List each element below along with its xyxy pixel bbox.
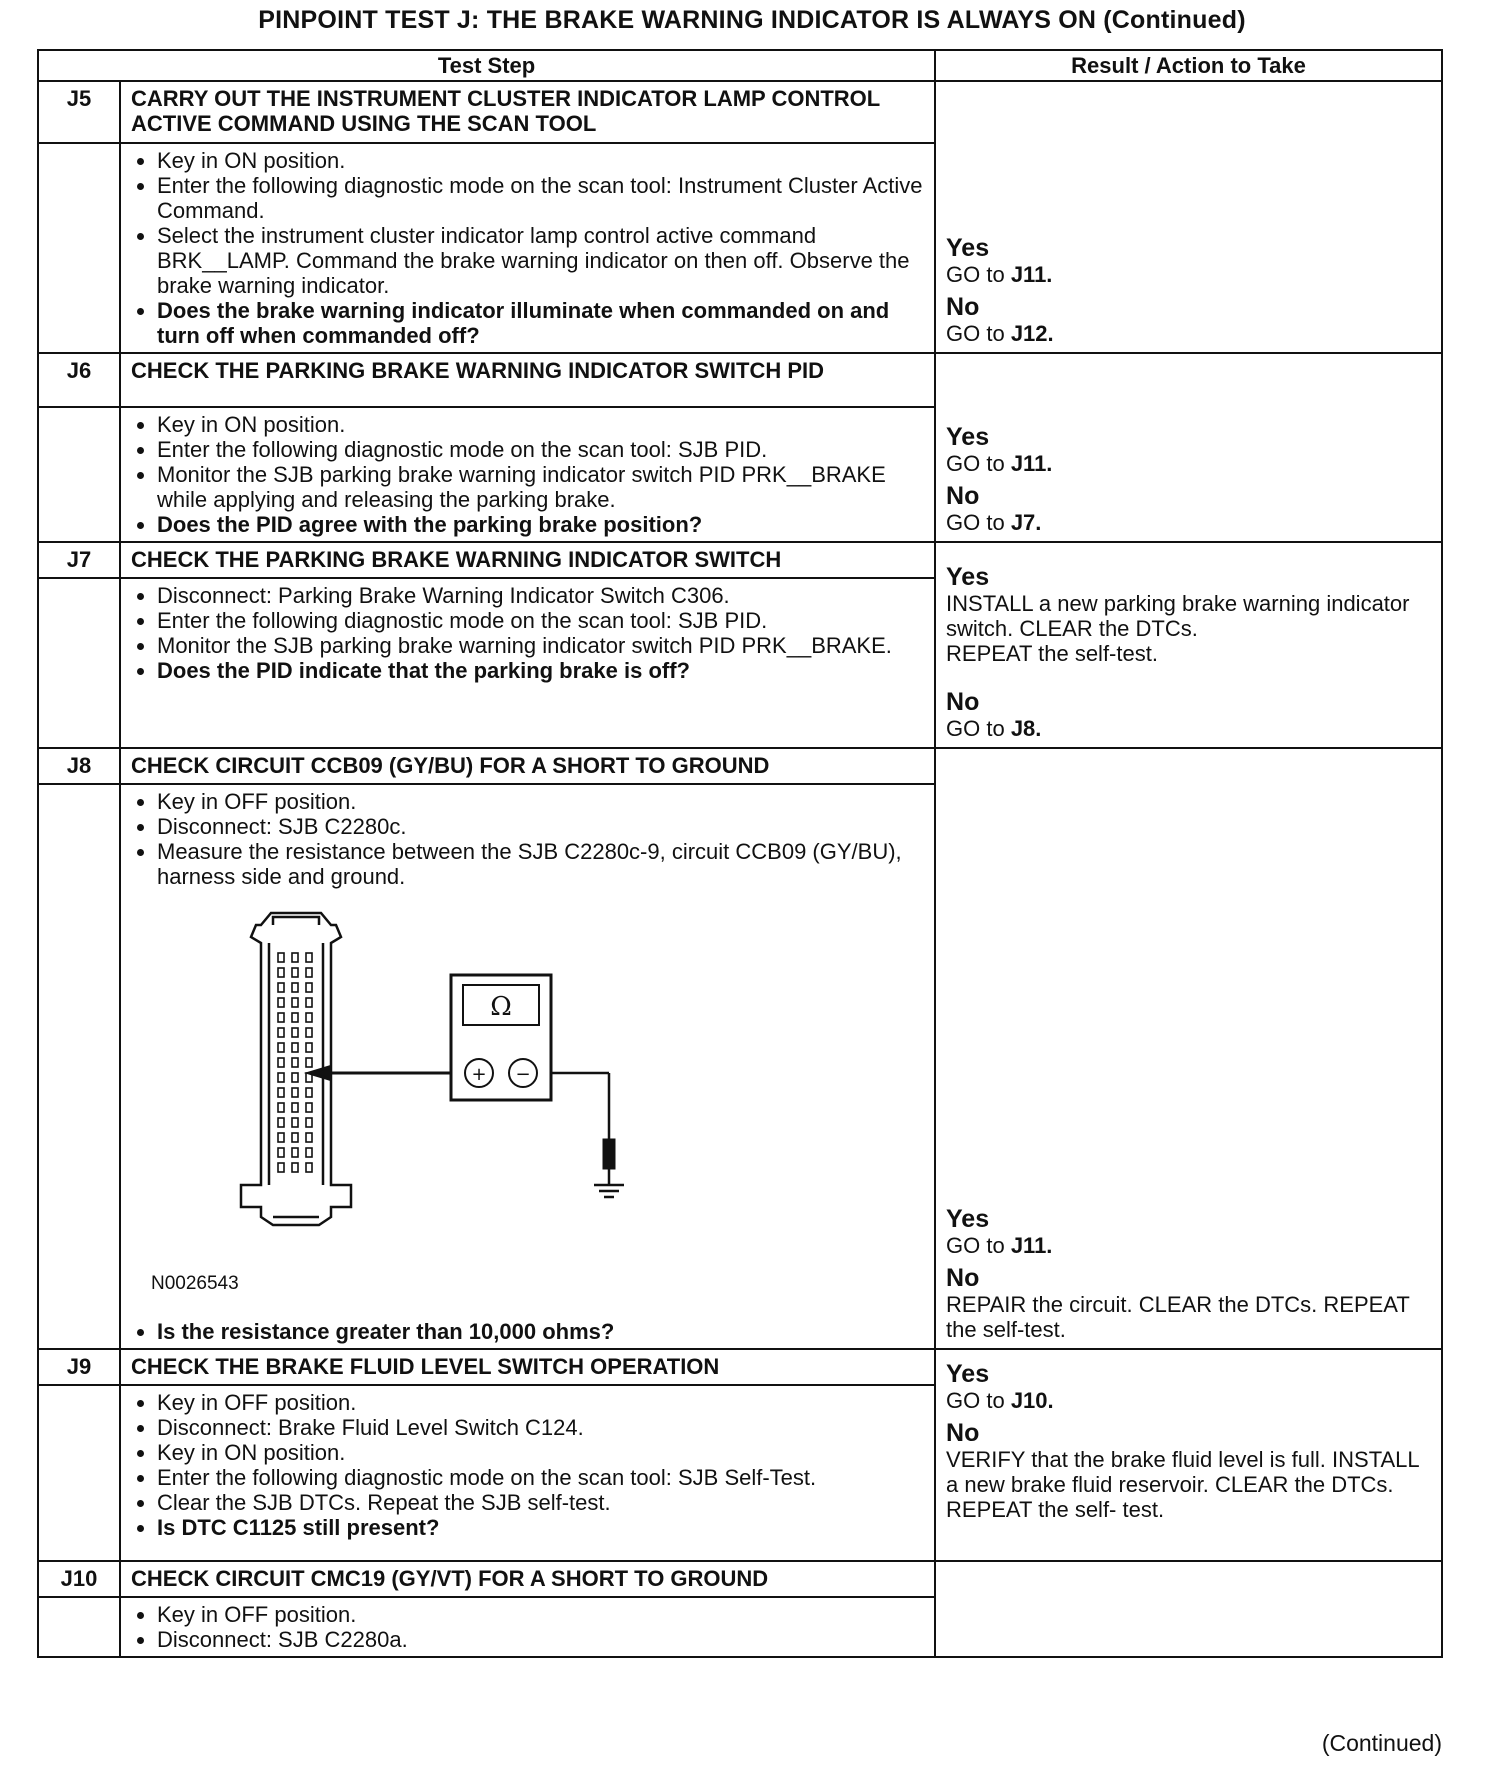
step-question: • Does the brake warning indicator illuminate when commanded on and turn off when commanded off?	[157, 298, 924, 348]
connector-pin-cavity	[278, 1103, 284, 1112]
step-heading: CHECK THE PARKING BRAKE WARNING INDICATOR SWITCH PID	[120, 353, 935, 407]
list-item: • Enter the following diagnostic mode on the scan tool: SJB Self-Test.	[157, 1465, 924, 1490]
connector-pin-cavity	[306, 1058, 312, 1067]
step-id: J8	[38, 748, 120, 784]
list-item: • Disconnect: Parking Brake Warning Indicator Switch C306.	[157, 583, 924, 608]
no-step-ref: J12.	[1010, 321, 1054, 346]
step-heading: CHECK CIRCUIT CCB09 (GY/BU) FOR A SHORT TO GROUND	[120, 748, 935, 784]
list-item: • Monitor the SJB parking brake warning indicator switch PID PRK__BRAKE while applying and releasing the parking brake.	[157, 462, 924, 512]
connector-pin-cavity	[292, 998, 298, 1007]
connector-pin-cavity	[306, 1118, 312, 1127]
table-header-row	[38, 50, 1442, 81]
connector-pin-cavity	[306, 1043, 312, 1052]
connector-pin-cavity	[278, 1148, 284, 1157]
connector-pin-cavity	[306, 998, 312, 1007]
yes-label: Yes	[946, 1360, 990, 1388]
step-heading: CARRY OUT THE INSTRUMENT CLUSTER INDICATOR LAMP CONTROL ACTIVE COMMAND USING THE SCAN TOOL	[120, 81, 935, 143]
yes-result	[946, 234, 1431, 287]
no-label: No	[946, 293, 980, 321]
column-header-test-step: Test Step	[38, 50, 935, 81]
list-item: • Select the instrument cluster indicator lamp control active command BRK__LAMP. Command the brake warning indicator on then off. Observe the brake warning indicator.	[157, 223, 924, 298]
no-result	[946, 1264, 1431, 1342]
no-action: VERIFY that the brake fluid level is full. INSTALL a new brake fluid reservoir. CLEAR the DTCs. REPEAT the self- test.	[946, 1447, 1419, 1522]
list-item: • Enter the following diagnostic mode on the scan tool: SJB PID.	[157, 608, 924, 633]
connector-pin-cavity	[292, 968, 298, 977]
connector-pin-cavity	[278, 1073, 284, 1082]
connector-pin-cavity	[278, 953, 284, 962]
connector-pin-cavity	[278, 1028, 284, 1037]
list-item: • Measure the resistance between the SJB C2280c-9, circuit CCB09 (GY/BU), harness side and ground.	[157, 839, 924, 889]
connector-pin-cavity	[278, 1013, 284, 1022]
result-cell	[935, 748, 1442, 1349]
list-item: • Key in OFF position.	[157, 789, 924, 814]
list-item: • Disconnect: SJB C2280c.	[157, 814, 924, 839]
connector-pin-cavity	[306, 968, 312, 977]
connector-pin-cavity	[306, 1163, 312, 1172]
connector-pin-cavity	[292, 1148, 298, 1157]
step-bullets	[131, 789, 924, 889]
result-cell	[935, 81, 1442, 353]
list-item: • Disconnect: SJB C2280a.	[157, 1627, 924, 1652]
connector-pin-cavity	[292, 983, 298, 992]
yes-label: Yes	[946, 423, 990, 451]
no-action: GO to	[946, 510, 1011, 535]
page-title: PINPOINT TEST J: THE BRAKE WARNING INDICATOR IS ALWAYS ON (Continued)	[258, 6, 1246, 34]
connector-pin-cavity	[278, 998, 284, 1007]
yes-label: Yes	[946, 563, 990, 591]
connector-pin-cavity	[278, 1118, 284, 1127]
connector-pin-cavity	[278, 1133, 284, 1142]
ohm-symbol: Ω	[490, 992, 512, 1022]
no-label: No	[946, 688, 980, 716]
step-header-row	[38, 81, 1442, 143]
no-action: REPAIR the circuit. CLEAR the DTCs. REPEAT the self-test.	[946, 1292, 1410, 1342]
yes-label: Yes	[946, 234, 990, 262]
yes-action: GO to	[946, 262, 1011, 287]
list-item: • Monitor the SJB parking brake warning indicator switch PID PRK__BRAKE.	[157, 633, 924, 658]
list-item: • Disconnect: Brake Fluid Level Switch C124.	[157, 1415, 924, 1440]
minus-terminal: −	[515, 1064, 531, 1085]
no-label: No	[946, 1419, 980, 1447]
yes-label: Yes	[946, 1205, 990, 1233]
connector-pin-cavity	[292, 1058, 298, 1067]
step-id: J5	[38, 81, 120, 143]
connector-pin-cavity	[278, 968, 284, 977]
list-item: • Key in ON position.	[157, 1440, 924, 1465]
connector-pin-cavity	[306, 1103, 312, 1112]
step-bullets	[131, 412, 924, 537]
connector-pin-cavity	[292, 1088, 298, 1097]
no-result	[946, 1419, 1431, 1522]
connector-ohmmeter-diagram	[131, 895, 731, 1265]
no-result	[946, 688, 1431, 741]
connector-pin-cavity	[292, 1073, 298, 1082]
list-item: • Enter the following diagnostic mode on the scan tool: Instrument Cluster Active Command.	[157, 173, 924, 223]
step-bullets	[131, 148, 924, 348]
connector-pin-cavity	[292, 953, 298, 962]
connector-pin-cavity	[306, 953, 312, 962]
no-step-ref: J8.	[1010, 716, 1042, 741]
connector-pin-cavity	[292, 1103, 298, 1112]
connector-pin-cavity	[278, 1058, 284, 1067]
list-item: • Enter the following diagnostic mode on the scan tool: SJB PID.	[157, 437, 924, 462]
step-bullets	[131, 583, 924, 683]
step-bullets	[131, 1602, 924, 1652]
ground-probe	[604, 1140, 614, 1168]
step-bullets	[131, 1390, 924, 1540]
list-item: • Key in OFF position.	[157, 1602, 924, 1627]
yes-result	[946, 1360, 1431, 1413]
list-item: • Key in ON position.	[157, 148, 924, 173]
connector-pin-cavity	[292, 1163, 298, 1172]
step-heading: CHECK THE BRAKE FLUID LEVEL SWITCH OPERATION	[120, 1349, 935, 1385]
step-id: J6	[38, 353, 120, 407]
step-header-row	[38, 748, 1442, 784]
connector-pin-cavity	[306, 1013, 312, 1022]
yes-action: GO to	[946, 1388, 1011, 1413]
yes-step-ref: J11.	[1010, 451, 1053, 476]
no-action: GO to	[946, 716, 1011, 741]
yes-action: GO to	[946, 1233, 1011, 1258]
result-cell	[935, 542, 1442, 748]
connector-pin-cavity	[306, 1148, 312, 1157]
step-heading: CHECK THE PARKING BRAKE WARNING INDICATOR SWITCH	[120, 542, 935, 578]
no-label: No	[946, 482, 980, 510]
step-question: • Is the resistance greater than 10,000 ohms?	[157, 1319, 924, 1344]
connector-pin-cavity	[278, 1088, 284, 1097]
list-item: • Key in OFF position.	[157, 1390, 924, 1415]
yes-action: INSTALL a new parking brake warning indicator switch. CLEAR the DTCs.	[946, 591, 1410, 641]
result-cell	[935, 1349, 1442, 1561]
connector-pin-cavity	[306, 983, 312, 992]
step-header-row	[38, 353, 1442, 407]
connector-pin-cavity	[292, 1043, 298, 1052]
yes-step-ref: J11.	[1010, 262, 1053, 287]
result-cell	[935, 1561, 1442, 1657]
step-question: • Does the PID agree with the parking brake position?	[157, 512, 924, 537]
step-id: J10	[38, 1561, 120, 1597]
yes-result	[946, 1205, 1431, 1258]
yes-action-repeat: REPEAT the self-test.	[946, 641, 1158, 666]
connector-pin-cavity	[292, 1118, 298, 1127]
yes-step-ref: J10.	[1010, 1388, 1054, 1413]
figure-id: N0026543	[151, 1273, 239, 1294]
connector-pin-cavity	[292, 1133, 298, 1142]
no-result	[946, 482, 1431, 535]
yes-step-ref: J11.	[1010, 1233, 1053, 1258]
list-item: • Key in ON position.	[157, 412, 924, 437]
no-step-ref: J7.	[1010, 510, 1042, 535]
pinpoint-test-table	[37, 49, 1443, 1658]
step-id: J7	[38, 542, 120, 578]
step-header-row	[38, 542, 1442, 578]
result-cell	[935, 353, 1442, 542]
connector-pin-cavity	[278, 1163, 284, 1172]
connector-pin-cavity	[306, 1133, 312, 1142]
connector-outline	[241, 913, 351, 1225]
connector-pin-cavity	[278, 983, 284, 992]
no-label: No	[946, 1264, 980, 1292]
connector-pin-cavity	[292, 1028, 298, 1037]
step-heading: CHECK CIRCUIT CMC19 (GY/VT) FOR A SHORT TO GROUND	[120, 1561, 935, 1597]
step-header-row	[38, 1349, 1442, 1385]
list-item: • Clear the SJB DTCs. Repeat the SJB self-test.	[157, 1490, 924, 1515]
step-header-row	[38, 1561, 1442, 1597]
yes-result	[946, 563, 1431, 666]
step-question: • Does the PID indicate that the parking brake is off?	[157, 658, 924, 683]
step-question: • Is DTC C1125 still present?	[157, 1515, 924, 1540]
continued-footer: (Continued)	[1321, 1730, 1442, 1756]
column-header-result: Result / Action to Take	[935, 50, 1442, 81]
yes-action: GO to	[946, 451, 1011, 476]
yes-result	[946, 423, 1431, 476]
resistance-measurement-figure	[131, 895, 731, 1325]
connector-pin-cavity	[292, 1013, 298, 1022]
step-id: J9	[38, 1349, 120, 1385]
connector-pin-cavity	[306, 1088, 312, 1097]
connector-pin-cavity	[306, 1028, 312, 1037]
no-action: GO to	[946, 321, 1011, 346]
plus-terminal: +	[471, 1064, 487, 1085]
connector-pin-cavity	[278, 1043, 284, 1052]
no-result	[946, 293, 1431, 346]
